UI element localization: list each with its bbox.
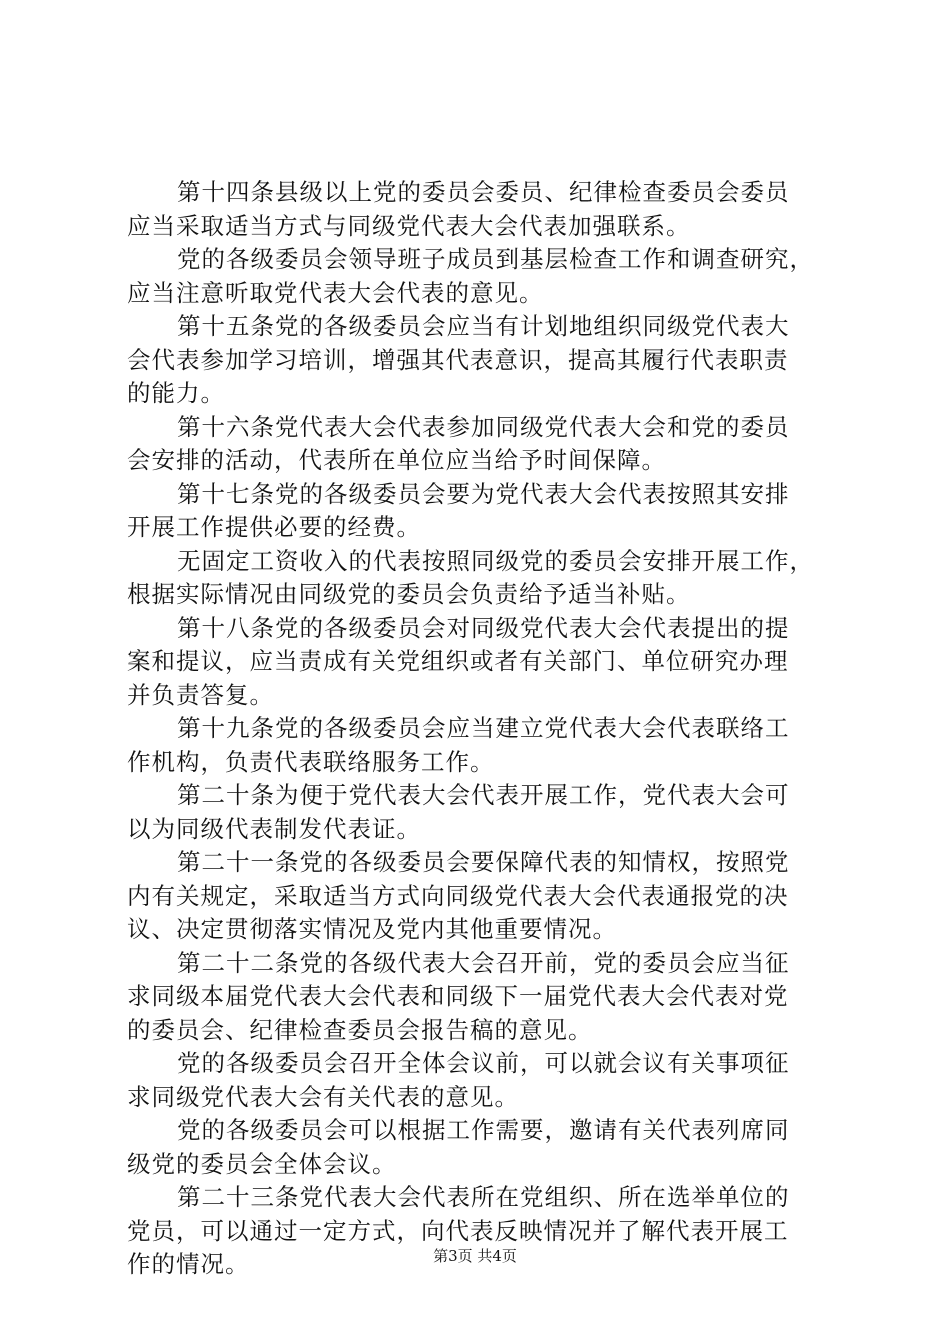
paragraph-article-19: 第十九条党的各级委员会应当建立党代表大会代表联络工 作机构，负责代表联络服务工作。 (127, 714, 790, 776)
paragraph-article-14-cont: 党的各级委员会领导班子成员到基层检查工作和调查研究， 应当注意听取党代表大会代表的意见。 (127, 245, 814, 307)
paragraph-article-17: 第十七条党的各级委员会要为党代表大会代表按照其安排 开展工作提供必要的经费。 (127, 479, 790, 541)
paragraph-article-22: 第二十二条党的各级代表大会召开前，党的委员会应当征 求同级本届党代表大会代表和同级下一届党代表大会代表对党 的委员会、纪律检查委员会报告稿的意见。 (127, 948, 790, 1044)
document-body (127, 176, 839, 1282)
paragraph-article-15: 第十五条党的各级委员会应当有计划地组织同级党代表大 会代表参加学习培训，增强其代表意识，提高其履行代表职责 的能力。 (127, 312, 790, 407)
paragraph-article-22-cont-a: 党的各级委员会召开全体会议前，可以就会议有关事项征 求同级党代表大会有关代表的意见。 (127, 1049, 790, 1111)
paragraph-article-17-cont: 无固定工资收入的代表按照同级党的委员会安排开展工作， 根据实际情况由同级党的委员会负责给予适当补贴。 (127, 546, 814, 608)
paragraph-article-22-cont-b: 党的各级委员会可以根据工作需要，邀请有关代表列席同 级党的委员会全体会议。 (127, 1116, 790, 1178)
paragraph-article-14: 第十四条县级以上党的委员会委员、纪律检查委员会委员 应当采取适当方式与同级党代表大会代表加强联系。 (127, 178, 790, 240)
paragraph-article-16: 第十六条党代表大会代表参加同级党代表大会和党的委员 会安排的活动，代表所在单位应当给予时间保障。 (127, 412, 790, 474)
paragraph-article-20: 第二十条为便于党代表大会代表开展工作，党代表大会可 以为同级代表制发代表证。 (127, 781, 790, 843)
paragraph-article-21: 第二十一条党的各级委员会要保障代表的知情权，按照党 内有关规定，采取适当方式向同级党代表大会代表通报党的决 议、决定贯彻落实情况及党内其他重要情况。 (127, 848, 790, 943)
paragraph-article-18: 第十八条党的各级委员会对同级党代表大会代表提出的提 案和提议，应当责成有关党组织或者有关部门、单位研究办理 并负责答复。 (127, 613, 790, 709)
page-number-footer: 第3页 共4页 (433, 1247, 517, 1265)
paragraph-article-23: 第二十三条党代表大会代表所在党组织、所在选举单位的 党员，可以通过一定方式，向代表反映情况并了解代表开展工 作的情况。 (127, 1183, 790, 1278)
